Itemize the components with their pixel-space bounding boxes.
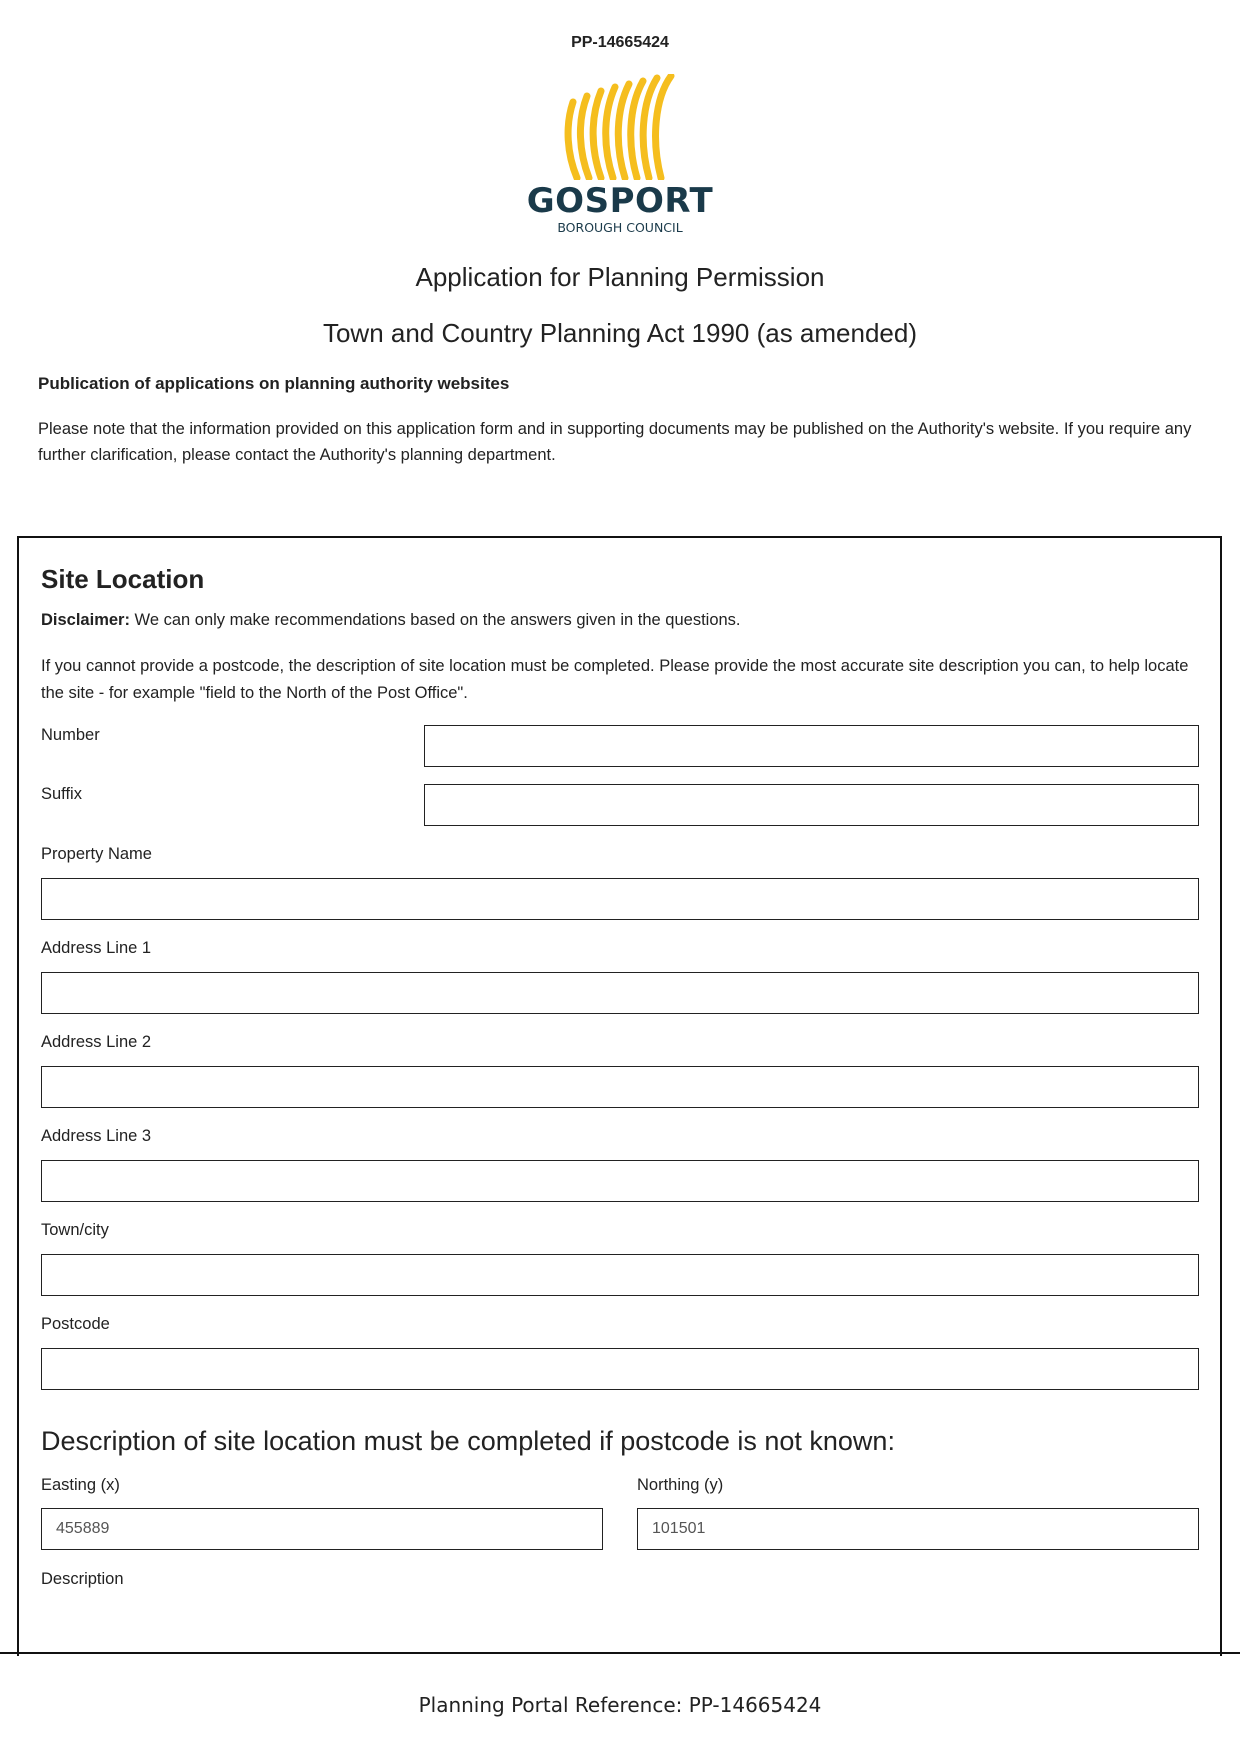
publication-text: Please note that the information provided on this application form and in supporting documents may be published on the Authority's website. If you require any further clarification, please contact the Authority's planning department. [38,420,1192,464]
disclaimer-label: Disclaimer: [41,611,130,629]
page-title: Application for Planning Permission [415,262,825,292]
northing-label: Northing (y) [637,1476,724,1494]
suffix-label: Suffix [41,785,82,803]
number-input[interactable] [424,725,1199,767]
publication-heading: Publication of applications on planning authority websites [38,374,510,393]
footer-reference: Planning Portal Reference: PP-14665424 [418,1693,822,1717]
town-city-input[interactable] [41,1254,1199,1296]
property-name-input[interactable] [41,878,1199,920]
logo-wordmark: GOSPORT [526,181,714,221]
council-logo [520,74,720,244]
town-city-label: Town/city [41,1221,109,1239]
easting-label: Easting (x) [41,1476,120,1494]
address-line-3-label: Address Line 3 [41,1127,152,1145]
logo-subtitle: BOROUGH COUNCIL [557,220,683,235]
suffix-input[interactable] [424,784,1199,826]
guidance-text: If you cannot provide a postcode, the description of site location must be completed. Please provide the most accurate site description you can, to help locate the site - for example "field to the North of the Post Office". [41,657,1189,702]
disclaimer [41,611,1199,630]
description-label: Description [41,1570,124,1588]
address-line-1-input[interactable] [41,972,1199,1014]
easting-input[interactable]: 455889 [41,1508,603,1550]
disclaimer-text: We can only make recommendations based on the answers given in the questions. [129,611,741,629]
number-label: Number [41,726,100,744]
property-name-label: Property Name [41,845,152,863]
application-reference: PP-14665424 [571,34,669,51]
address-line-2-input[interactable] [41,1066,1199,1108]
section-heading: Site Location [41,564,205,594]
postcode-label: Postcode [41,1315,110,1333]
address-line-2-label: Address Line 2 [41,1033,152,1051]
site-location-section [17,536,1222,1656]
arches-logo-icon [555,74,685,180]
northing-input[interactable]: 101501 [637,1508,1199,1550]
address-line-1-label: Address Line 1 [41,939,152,957]
address-line-3-input[interactable] [41,1160,1199,1202]
description-heading: Description of site location must be completed if postcode is not known: [41,1426,895,1456]
page-subtitle: Town and Country Planning Act 1990 (as amended) [322,318,918,348]
postcode-input[interactable] [41,1348,1199,1390]
footer-divider [0,1652,1240,1654]
